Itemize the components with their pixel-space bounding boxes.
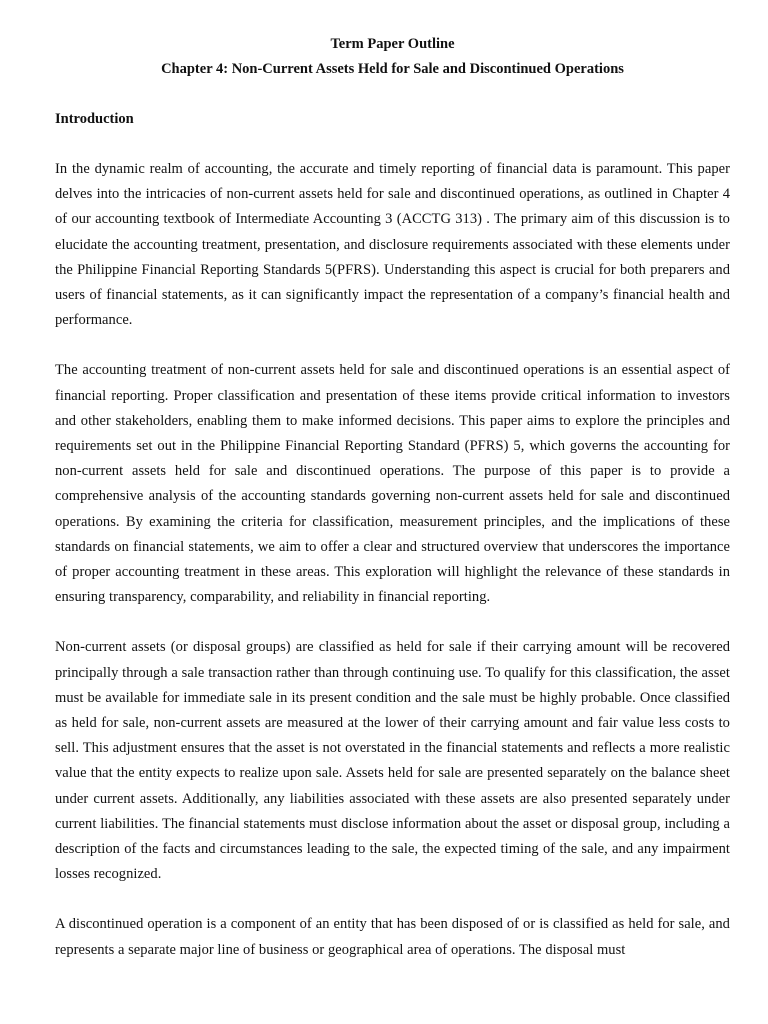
- section-heading: Introduction: [55, 111, 134, 127]
- document-subtitle: Chapter 4: Non-Current Assets Held for Sale and Discontinued Operations: [161, 61, 624, 77]
- paragraph: A discontinued operation is a component of an entity that has been disposed of or is classified as held for sale, and represents a separate major line of business or geographical area of operations. The disposal must: [55, 916, 730, 958]
- document-title: Term Paper Outline: [330, 36, 455, 52]
- document-page: [55, 30, 730, 988]
- paragraph: In the dynamic realm of accounting, the accurate and timely reporting of financial data is paramount. This paper delves into the intricacies of non-current assets held for sale and discontinued operations, as outlined in Chapter 4 of our accounting textbook of Intermediate Accounting 3 (ACCTG 313) . The primary aim of this discussion is to elucidate the accounting treatment, presentation, and disclosure requirements associated with these elements under the Philippine Financial Reporting Standards 5(PFRS). Understanding this aspect is crucial for both preparers and users of financial statements, as it can significantly impact the representation of a company’s financial health and performance.: [55, 161, 730, 329]
- paragraph: The accounting treatment of non-current assets held for sale and discontinued operations is an essential aspect of financial reporting. Proper classification and presentation of these items provide critical information to investors and other stakeholders, enabling them to make informed decisions. This paper aims to explore the principles and requirements set out in the Philippine Financial Reporting Standard (PFRS) 5, which governs the accounting for non-current assets held for sale and discontinued operations. The purpose of this paper is to provide a comprehensive analysis of the accounting standards governing non-current assets held for sale and discontinued operations. By examining the criteria for classification, measurement principles, and the implications of these standards on financial statements, we aim to offer a clear and structured overview that underscores the importance of proper accounting treatment in these areas. This exploration will highlight the relevance of these standards in ensuring transparency, comparability, and reliability in financial reporting.: [55, 362, 730, 606]
- paragraph: Non-current assets (or disposal groups) are classified as held for sale if their carrying amount will be recovered principally through a sale transaction rather than through continuing use. To qualify for this classification, the asset must be available for immediate sale in its present condition and the sale must be highly probable. Once classified as held for sale, non-current assets are measured at the lower of their carrying amount and fair value less costs to sell. This adjustment ensures that the asset is not overstated in the financial statements and reflects a more realistic value that the entity expects to realize upon sale. Assets held for sale are presented separately on the balance sheet under current assets. Additionally, any liabilities associated with these assets are also presented separately under current liabilities. The financial statements must disclose information about the asset or disposal group, including a description of the facts and circumstances leading to the sale, the expected timing of the sale, and any impairment losses recognized.: [55, 639, 730, 883]
